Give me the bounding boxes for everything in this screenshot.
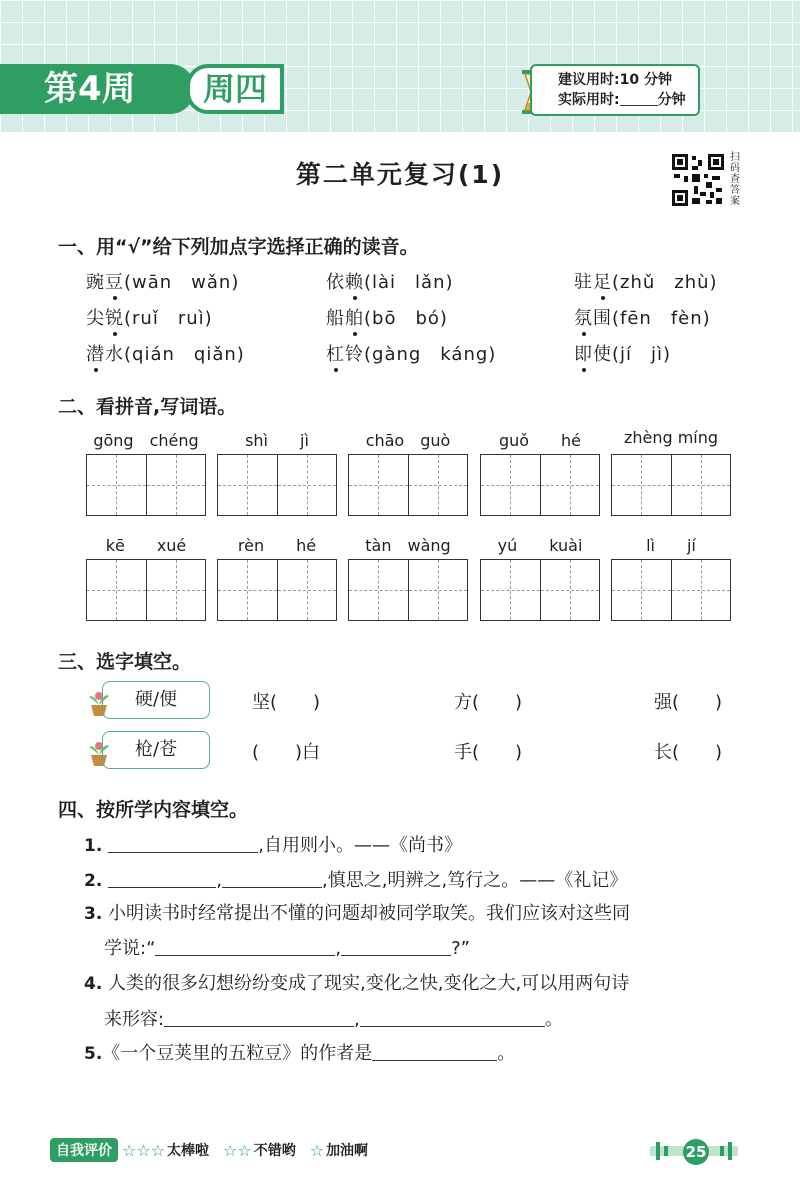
reading-item[interactable]: 氛围(fēn fèn) bbox=[574, 304, 711, 330]
pinyin-options[interactable]: (qián qiǎn) bbox=[124, 344, 245, 365]
q3: 3. 小明读书时经常提出不懂的问题却被同学取笑。我们应该对这些同 bbox=[84, 903, 631, 924]
pinyin-label: tàn wàng bbox=[365, 536, 451, 555]
q3-blank-2[interactable] bbox=[341, 937, 451, 956]
pinyin-label: lì jí bbox=[646, 536, 696, 555]
star-icon[interactable]: ☆ bbox=[150, 1140, 166, 1160]
writing-cell[interactable] bbox=[278, 455, 337, 515]
writing-grid[interactable] bbox=[348, 559, 468, 621]
week-badge: 第4周 bbox=[0, 64, 195, 114]
page-number: 25 bbox=[683, 1139, 709, 1165]
reading-item[interactable]: 尖锐(ruǐ ruì) bbox=[86, 304, 213, 330]
time-box bbox=[530, 64, 700, 116]
section3-title: 三、选字填空。 bbox=[58, 651, 192, 673]
q2-blank-2[interactable] bbox=[222, 869, 322, 888]
fill-blank[interactable]: 强( ) bbox=[654, 692, 723, 713]
choice-box: 硬/便 bbox=[102, 681, 210, 719]
writing-cell[interactable] bbox=[541, 560, 600, 620]
pinyin-options[interactable]: (jí jì) bbox=[612, 344, 672, 365]
writing-cell[interactable] bbox=[481, 455, 541, 515]
writing-grid[interactable] bbox=[480, 454, 600, 516]
fill-blank[interactable]: 坚( ) bbox=[252, 692, 321, 713]
writing-grid[interactable] bbox=[217, 454, 337, 516]
reading-item[interactable]: 潜水(qián qiǎn) bbox=[86, 340, 245, 366]
dotted-char: 杠 bbox=[326, 340, 345, 366]
writing-cell[interactable] bbox=[87, 560, 147, 620]
reading-item[interactable]: 豌豆(wān wǎn) bbox=[86, 268, 239, 294]
fill-blank[interactable]: 手( ) bbox=[454, 742, 523, 763]
pinyin-options[interactable]: (ruǐ ruì) bbox=[124, 308, 213, 329]
actual-time-blank[interactable] bbox=[620, 91, 658, 106]
star-icon[interactable]: ☆ bbox=[136, 1140, 151, 1160]
reading-item[interactable]: 驻足(zhǔ zhù) bbox=[574, 268, 718, 294]
q1: 1. ,自用则小。——《尚书》 bbox=[84, 835, 463, 856]
writing-cell[interactable] bbox=[278, 560, 337, 620]
writing-cell[interactable] bbox=[541, 455, 600, 515]
dotted-char: 即 bbox=[574, 340, 593, 366]
pinyin-label: rèn hé bbox=[237, 536, 317, 555]
section2-title: 二、看拼音,写词语。 bbox=[58, 396, 237, 418]
writing-cell[interactable] bbox=[612, 455, 672, 515]
choice-box: 枪/苍 bbox=[102, 731, 210, 769]
q2: 2. , ,慎思之,明辨之,笃行之。——《礼记》 bbox=[84, 870, 628, 891]
pinyin-options[interactable]: (wān wǎn) bbox=[124, 272, 240, 293]
q4-blank-2[interactable] bbox=[360, 1008, 545, 1027]
pinyin-label: guǒ hé bbox=[498, 431, 582, 450]
fill-blank[interactable]: ( )白 bbox=[252, 742, 321, 763]
fill-blank[interactable]: 方( ) bbox=[454, 692, 523, 713]
writing-cell[interactable] bbox=[672, 455, 731, 515]
writing-cell[interactable] bbox=[409, 455, 468, 515]
pinyin-label: shì jì bbox=[245, 431, 309, 450]
dotted-char: 潜 bbox=[86, 340, 105, 366]
q5-blank[interactable] bbox=[372, 1042, 497, 1061]
writing-cell[interactable] bbox=[147, 455, 206, 515]
actual-time: 实际用时: 分钟 bbox=[558, 92, 686, 108]
dotted-char: 舶 bbox=[345, 304, 364, 330]
pinyin-label: zhèng míng bbox=[623, 428, 719, 447]
writing-cell[interactable] bbox=[481, 560, 541, 620]
dotted-char: 氛 bbox=[574, 304, 593, 330]
reading-item[interactable]: 即使(jí jì) bbox=[574, 340, 671, 366]
day-badge: 周四 bbox=[186, 64, 284, 114]
reading-item[interactable]: 船舶(bō bó) bbox=[326, 304, 448, 330]
fill-blank[interactable]: 长( ) bbox=[654, 742, 723, 763]
pinyin-label: yú kuài bbox=[497, 536, 583, 555]
section1-title: 一、用“√”给下列加点字选择正确的读音。 bbox=[58, 236, 419, 258]
q3-line2: 学说:“ , ?” bbox=[104, 938, 471, 959]
writing-grid[interactable] bbox=[86, 559, 206, 621]
star-icon[interactable]: ☆ bbox=[223, 1140, 238, 1160]
writing-grid[interactable] bbox=[348, 454, 468, 516]
reading-item[interactable]: 杠铃(gàng káng) bbox=[326, 340, 496, 366]
pinyin-label: kē xué bbox=[105, 536, 187, 555]
pinyin-label: gōng chéng bbox=[93, 431, 199, 450]
section4-title: 四、按所学内容填空。 bbox=[58, 799, 249, 821]
writing-cell[interactable] bbox=[147, 560, 206, 620]
pinyin-options[interactable]: (bō bó) bbox=[364, 308, 448, 329]
writing-cell[interactable] bbox=[409, 560, 468, 620]
pinyin-options[interactable]: (lài lǎn) bbox=[364, 272, 454, 293]
q4: 4. 人类的很多幻想纷纷变成了现实,变化之快,变化之大,可以用两句诗 bbox=[84, 973, 630, 994]
writing-grid[interactable] bbox=[611, 454, 731, 516]
writing-cell[interactable] bbox=[349, 560, 409, 620]
self-evaluation: 自我评价 ☆ ☆ ☆ 太棒啦 ☆ ☆ 不错哟 ☆ 加油啊 bbox=[50, 1138, 382, 1162]
dotted-char: 赖 bbox=[345, 268, 364, 294]
pinyin-options[interactable]: (zhǔ zhù) bbox=[612, 272, 718, 293]
writing-grid[interactable] bbox=[86, 454, 206, 516]
qr-label: 扫码查答案 bbox=[730, 152, 740, 207]
q3-blank-1[interactable] bbox=[155, 937, 335, 956]
writing-cell[interactable] bbox=[349, 455, 409, 515]
writing-cell[interactable] bbox=[87, 455, 147, 515]
q1-blank[interactable] bbox=[108, 834, 258, 853]
writing-grid[interactable] bbox=[480, 559, 600, 621]
q5: 5.《一个豆荚里的五粒豆》的作者是 。 bbox=[84, 1043, 516, 1064]
pinyin-options[interactable]: (gàng káng) bbox=[364, 344, 497, 365]
writing-cell[interactable] bbox=[218, 560, 278, 620]
page-title: 第二单元复习(1) bbox=[295, 160, 505, 189]
dotted-char: 豆 bbox=[105, 268, 124, 294]
q4-line2: 来形容: , 。 bbox=[104, 1009, 563, 1030]
writing-cell[interactable] bbox=[672, 560, 731, 620]
pinyin-options[interactable]: (fēn fèn) bbox=[612, 308, 711, 329]
star-icon[interactable]: ☆ bbox=[122, 1140, 137, 1160]
qr-code-icon[interactable] bbox=[670, 152, 726, 208]
eval-label: 自我评价 bbox=[50, 1138, 118, 1162]
star-icon[interactable]: ☆ bbox=[309, 1140, 325, 1160]
suggested-time: 建议用时:10 分钟 bbox=[558, 72, 672, 88]
pinyin-label: chāo guò bbox=[365, 431, 451, 450]
q4-blank-1[interactable] bbox=[164, 1008, 354, 1027]
reading-item[interactable]: 依赖(lài lǎn) bbox=[326, 268, 454, 294]
dotted-char: 足 bbox=[593, 268, 612, 294]
writing-grid[interactable] bbox=[217, 559, 337, 621]
writing-grid[interactable] bbox=[611, 559, 731, 621]
writing-cell[interactable] bbox=[612, 560, 672, 620]
dotted-char: 锐 bbox=[105, 304, 124, 330]
q2-blank-1[interactable] bbox=[108, 869, 216, 888]
writing-cell[interactable] bbox=[218, 455, 278, 515]
star-icon[interactable]: ☆ bbox=[237, 1140, 252, 1160]
